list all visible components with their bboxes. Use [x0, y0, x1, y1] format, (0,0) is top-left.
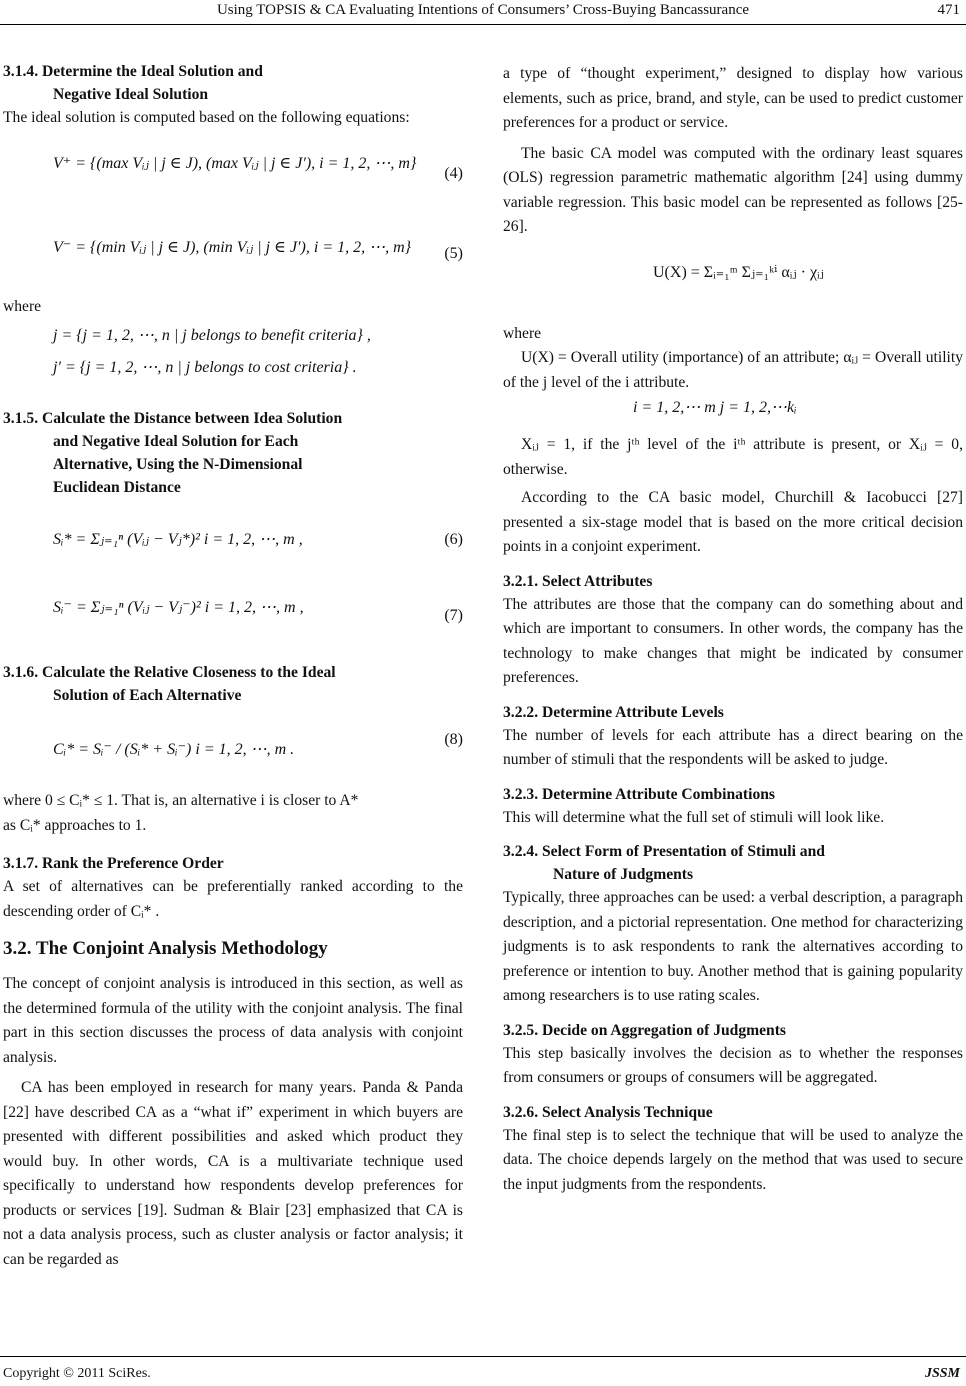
page-header — [0, 0, 966, 26]
paragraph-aggregation: This step basically involves the decision as to whether the responses from consumers or groups of consumers will be aggregated. — [503, 1044, 963, 1086]
paragraph-attribute-combinations: This will determine what the full set of stimuli will look like. — [503, 808, 885, 826]
heading-3-2-2: 3.2.2. Determine Attribute Levels — [503, 703, 724, 721]
paragraph-presentation-form: Typically, three approaches can be used: a verbal description, a paragraph description, and a pictorial representation. One method for characterizing judgments is to ask respondents to rank the alternatives according to preference or intention to buy. Another method that is gaining popularity among researchers is to use rating scales. — [503, 889, 963, 1004]
paragraph-ca-concept: The concept of conjoint analysis is introduced in this section, as well as the determined formula of the utility with the conjoint analysis. The final part in this section discusses the process of data analysis with conjoint analysis. — [3, 975, 463, 1066]
paragraph-ca-history: CA has been employed in research for many years. Panda & Panda [22] have described CA as a “what if” experiment in which buyers are presented with different possibilities and asked which product they would buy. In other words, CA is a multivariate technique used specifically to understand how respondents develop preferences for products or services [19]. Sudman & Blair [23] emphasized that CA is not a data analysis process, such as cluster analysis or factor analysis; it can be regarded as — [3, 1079, 463, 1268]
running-title: Using TOPSIS & CA Evaluating Intentions of Consumers’ Cross-Buying Bancassurance — [216, 2, 750, 18]
paragraph-ideal-solution: The ideal solution is computed based on the following equations: — [3, 109, 410, 126]
heading-3-1-7: 3.1.7. Rank the Preference Order — [3, 855, 224, 872]
equation-utility: U(X) = Σᵢ₌₁ᵐ Σⱼ₌₁ᵏⁱ αᵢⱼ · χᵢⱼ — [653, 263, 824, 281]
paragraph-analysis-technique: The final step is to select the technique that will be used to analyze the data. The choice depends largely on the method that was used to secure the input judgments from the respondents. — [503, 1126, 963, 1193]
equation-7: Sᵢ⁻ = Σⱼ₌₁ⁿ (Vᵢⱼ − Vⱼ⁻)² i = 1, 2, ⋯, m , (7) — [53, 599, 463, 624]
journal-abbreviation: JSSM — [924, 1366, 960, 1381]
definition-j: j = {j = 1, 2, ⋯, n | j belongs to benefit criteria} , — [53, 327, 371, 344]
heading-3-1-6: 3.1.6. Calculate the Relative Closeness to the Ideal Solution of Each Alternative — [3, 664, 336, 704]
right-column — [503, 62, 963, 1197]
equation-5: V⁻ = {(min Vᵢⱼ | j ∈ J), (min Vᵢⱼ | j ∈ J′), i = 1, 2, ⋯, m} (5) — [53, 238, 463, 262]
paragraph-rank-preference: A set of alternatives can be preferentially ranked according to the descending order of Cᵢ* . — [3, 878, 463, 920]
heading-3-1-4: 3.1.4. Determine the Ideal Solution and Negative Ideal Solution — [3, 63, 263, 103]
heading-3-2-5: 3.2.5. Decide on Aggregation of Judgments — [503, 1021, 786, 1039]
page-footer — [0, 1356, 966, 1382]
equation-6: Sᵢ* = Σⱼ₌₁ⁿ (Vᵢⱼ − Vⱼ*)² i = 1, 2, ⋯, m , (6) — [53, 531, 463, 548]
footer-rule — [0, 1356, 966, 1357]
where-label-right: where — [503, 324, 542, 342]
paragraph-utility-definition: U(X) = Overall utility (importance) of an attribute; αᵢⱼ = Overall utility of the j level of the i attribute. — [503, 349, 963, 391]
equation-8: Cᵢ* = Sᵢ⁻ / (Sᵢ* + Sᵢ⁻) i = 1, 2, ⋯, m . (8) — [53, 731, 463, 758]
paragraph-approaches: as Cᵢ* approaches to 1. — [3, 816, 147, 834]
paragraph-where-closeness: where 0 ≤ Cᵢ* ≤ 1. That is, an alternative i is closer to A* — [3, 792, 359, 809]
left-column — [3, 52, 463, 1272]
where-label: where — [3, 297, 42, 315]
heading-3-2: 3.2. The Conjoint Analysis Methodology — [3, 938, 328, 959]
equation-index-ranges: i = 1, 2,⋯ m j = 1, 2,⋯kᵢ — [633, 399, 797, 416]
paragraph-thought-experiment: a type of “thought experiment,” designed to display how various elements, such as price, brand, and style, can be used to predict customer preferences for a product or service. — [503, 65, 963, 131]
paragraph-dummy-variable: Xᵢⱼ = 1, if the jᵗʰ level of the iᵗʰ attribute is present, or Xᵢⱼ = 0, otherwise. — [503, 436, 963, 478]
heading-3-1-5: 3.1.5. Calculate the Distance between Idea Solution and Negative Ideal Solution for Each Alternative, Using the N-Dimensional Euclidean Distance — [3, 410, 343, 496]
heading-3-2-3: 3.2.3. Determine Attribute Combinations — [503, 785, 775, 803]
paragraph-basic-model: The basic CA model was computed with the ordinary least squares (OLS) regression parametric mathematic algorithm [24] using dummy variable regression. This basic model can be represented as follows [25-26]. — [503, 144, 963, 235]
page-number: 471 — [937, 2, 960, 18]
copyright-notice: Copyright © 2011 SciRes. — [3, 1366, 151, 1381]
definition-j-prime: j′ = {j = 1, 2, ⋯, n | j belongs to cost criteria} . — [53, 359, 357, 376]
heading-3-2-6: 3.2.6. Select Analysis Technique — [503, 1103, 713, 1121]
heading-3-2-1: 3.2.1. Select Attributes — [503, 572, 653, 590]
paragraph-attribute-levels: The number of levels for each attribute has a direct bearing on the number of stimuli that the respondents will be asked to judge. — [503, 726, 963, 768]
paragraph-six-stage: According to the CA basic model, Churchill & Iacobucci [27] presented a six-stage model that is based on the more critical decision points in a conjoint experiment. — [503, 489, 963, 555]
heading-3-2-4: 3.2.4. Select Form of Presentation of Stimuli and Nature of Judgments — [503, 843, 825, 883]
header-rule — [0, 24, 966, 25]
equation-4: V⁺ = {(max Vᵢⱼ | j ∈ J), (max Vᵢⱼ | j ∈ J′), i = 1, 2, ⋯, m} (4) — [53, 154, 463, 182]
paragraph-select-attributes: The attributes are those that the company can do something about and which are important to consumers. In other words, the company has the technology to make changes that might be indicated by consumer preferences. — [503, 595, 963, 686]
